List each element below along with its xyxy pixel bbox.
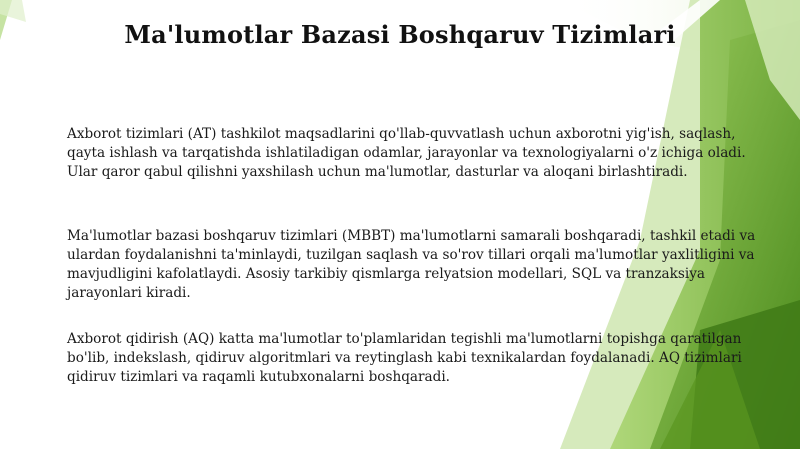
- slide-title: Ma'lumotlar Bazasi Boshqaruv Tizimlari: [124, 20, 676, 49]
- paragraph-information-retrieval: Axborot qidirish (AQ) katta ma'lumotlar to'plamlaridan tegishli ma'lumotlarni topishga qaratilgan bo'lib, indekslash, qidiruv algoritmlari va reytinglash kabi texnikalardan foydalanadi. AQ tizimlari qidiruv tizimlari va raqamli kutubxonalarni boshqaradi.: [67, 331, 742, 385]
- paragraph-information-systems: Axborot tizimlari (AT) tashkilot maqsadlarini qo'llab-quvvatlash uchun axborotni yig'ish, saqlash, qayta ishlash va tarqatishda ishlatiladigan odamlar, jarayonlar va texnologiyalarni o'z ichiga oladi. Ular qaror qabul qilishni yaxshilash uchun ma'lumotlar, dasturlar va aloqani birlashtiradi.: [67, 126, 746, 180]
- paragraph-dbms: Ma'lumotlar bazasi boshqaruv tizimlari (MBBT) ma'lumotlarni samarali boshqaradi, tashkil etadi va ulardan foydalanishni ta'minlaydi, tuzilgan saqlash va so'rov tillari orqali ma'lumotlar yaxlitligini va mavjudligini kafolatlaydi. Asosiy tarkibiy qismlarga relyatsion modellari, SQL va tranzaksiya jarayonlari kiradi.: [67, 228, 756, 301]
